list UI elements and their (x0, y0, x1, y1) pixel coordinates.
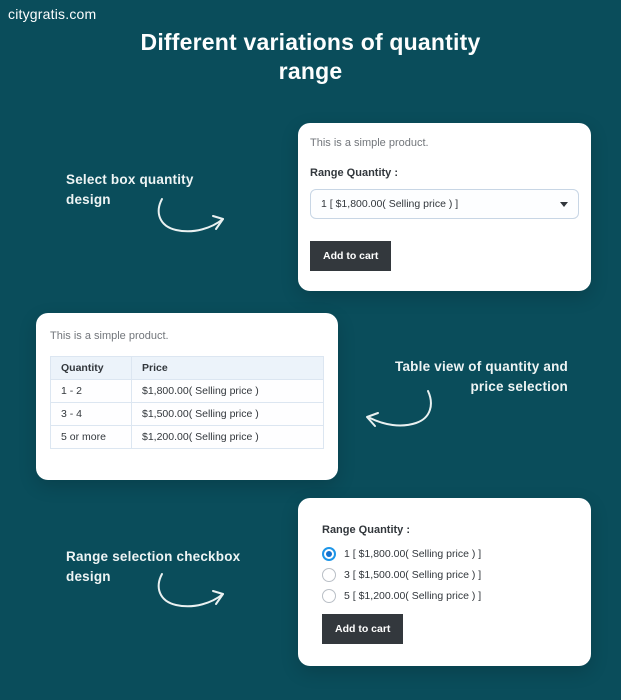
caret-down-icon (560, 202, 568, 207)
product-note: This is a simple product. (310, 137, 429, 149)
select-variation-card (298, 123, 591, 291)
page-title-line2: range (278, 58, 343, 84)
radio-button-icon[interactable] (322, 568, 336, 582)
quantity-radio-group (322, 543, 567, 606)
table-variation-card (36, 313, 338, 480)
range-quantity-label: Range Quantity : (310, 167, 399, 179)
quantity-column-header: Quantity (51, 357, 132, 380)
annotation-table-line2: price selection (470, 378, 568, 394)
price-column-header: Price (132, 357, 324, 380)
quantity-price-table (50, 356, 324, 449)
annotation-radio-line2: design (66, 568, 111, 584)
radio-button-icon[interactable] (322, 589, 336, 603)
annotation-table-line1: Table view of quantity and (395, 359, 568, 374)
price-cell: $1,500.00( Selling price ) (132, 403, 324, 426)
add-to-cart-button[interactable]: Add to cart (310, 241, 391, 271)
radio-option[interactable] (322, 564, 567, 585)
quantity-cell: 3 - 4 (51, 403, 132, 426)
radio-button-icon[interactable] (322, 547, 336, 561)
table-row (51, 426, 324, 449)
radio-option[interactable] (322, 543, 567, 564)
radio-option-label[interactable]: 5 [ $1,200.00( Selling price ) ] (344, 589, 482, 602)
quantity-cell: 1 - 2 (51, 380, 132, 403)
quantity-cell: 5 or more (51, 426, 132, 449)
table-row (51, 403, 324, 426)
radio-option-label[interactable]: 3 [ $1,500.00( Selling price ) ] (344, 568, 482, 581)
watermark: citygratis.com (8, 6, 97, 22)
add-to-cart-button[interactable]: Add to cart (322, 614, 403, 644)
quantity-select-value: 1 [ $1,800.00( Selling price ) ] (321, 198, 459, 210)
curved-arrow-icon (152, 571, 232, 616)
page-title-line1: Different variations of quantity (140, 29, 481, 55)
price-cell: $1,800.00( Selling price ) (132, 380, 324, 403)
radio-variation-card (298, 498, 591, 666)
product-note: This is a simple product. (50, 330, 169, 342)
table-row (51, 380, 324, 403)
quantity-select[interactable] (310, 189, 579, 219)
annotation-select-line1: Select box quantity (66, 172, 194, 187)
table-header-row (51, 357, 324, 380)
page-title (0, 28, 621, 86)
range-quantity-label: Range Quantity : (322, 524, 411, 536)
annotation-radio-line1: Range selection checkbox (66, 549, 241, 564)
curved-arrow-icon (152, 196, 232, 241)
radio-option[interactable] (322, 585, 567, 606)
curved-arrow-icon (360, 388, 435, 428)
annotation-select-line2: design (66, 191, 111, 207)
radio-option-label[interactable]: 1 [ $1,800.00( Selling price ) ] (344, 547, 482, 560)
price-cell: $1,200.00( Selling price ) (132, 426, 324, 449)
